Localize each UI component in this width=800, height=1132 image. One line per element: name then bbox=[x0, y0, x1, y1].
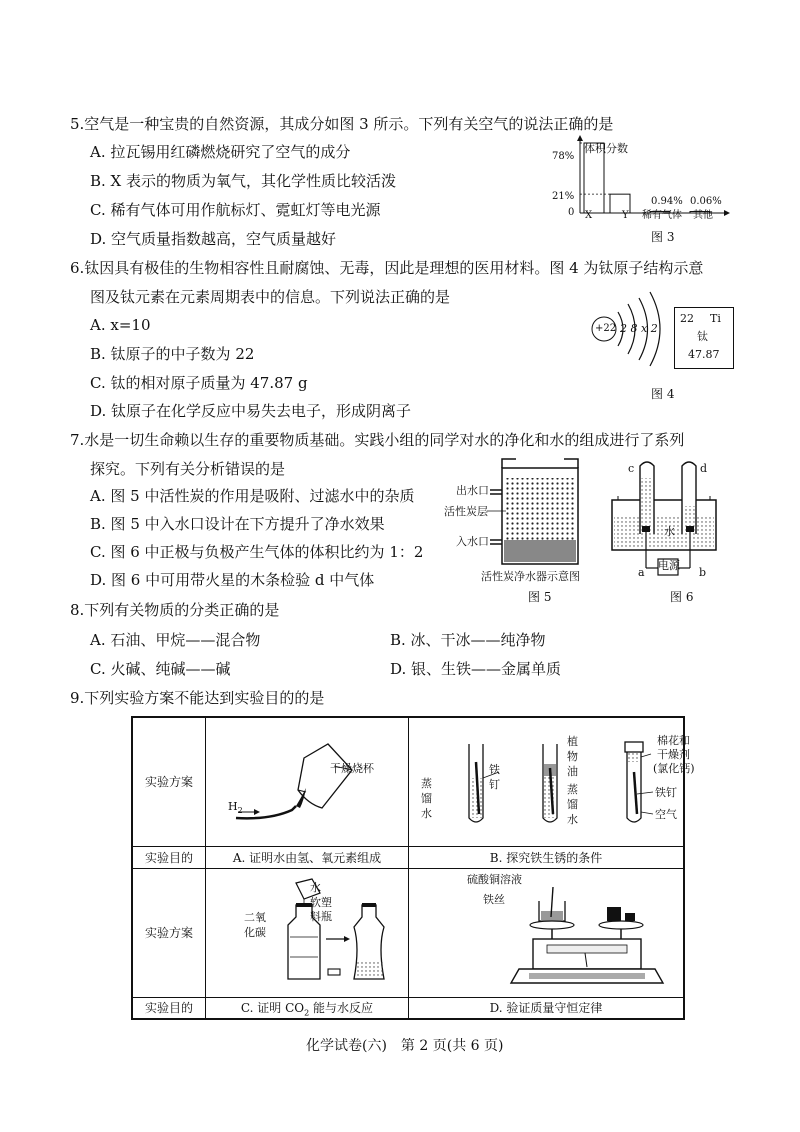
q7-stem-line2: 探究。下列有关分析错误的是 bbox=[90, 460, 286, 478]
fig3-xlabel-other: 其他 bbox=[693, 210, 713, 221]
fig3-xlabel-y: Y bbox=[622, 210, 629, 221]
q7-option-c[interactable]: C. 图 6 中正极与负极产生气体的体积比约为 1：2 bbox=[90, 543, 424, 561]
plan-a-cell[interactable] bbox=[206, 717, 409, 846]
plan-b-water-label-1: 蒸馏水 bbox=[421, 777, 432, 820]
goal-d[interactable]: D. 验证质量守恒定律 bbox=[409, 997, 685, 1019]
goal-a[interactable]: A. 证明水由氢、氧元素组成 bbox=[206, 846, 409, 868]
plan-b-cotton-label-2: 干燥剂 bbox=[657, 748, 690, 761]
plan-b-cotton-label-1: 棉花和 bbox=[657, 734, 690, 747]
plan-b-iron-rust-diagram bbox=[439, 732, 679, 842]
fig3-ylabel: 体积分数 bbox=[584, 142, 628, 155]
q8-option-c[interactable]: C. 火碱、纯碱——碱 bbox=[90, 660, 231, 678]
fig5-outlet-label: 出水口 bbox=[456, 484, 489, 497]
fig3-datalabel-other: 0.06% bbox=[690, 196, 722, 207]
goal-b[interactable]: B. 探究铁生锈的条件 bbox=[409, 846, 685, 868]
q5-option-c[interactable]: C. 稀有气体可用作航标灯、霓虹灯等电光源 bbox=[90, 201, 381, 219]
fig5-carbon-label: 活性炭层 bbox=[444, 505, 488, 518]
q5-option-b[interactable]: B. X 表示的物质为氧气，其化学性质比较活泼 bbox=[90, 172, 397, 190]
q5-stem: 5.空气是一种宝贵的自然资源，其成分如图 3 所示。下列有关空气的说法正确的是 bbox=[70, 115, 614, 133]
plan-c-bottle-label-2: 料瓶 bbox=[310, 909, 332, 923]
q6-stem-line1: 6.钛因具有极佳的生物相容性且耐腐蚀、无毒，因此是理想的医用材料。图 4 为钛原子结构示意 bbox=[70, 259, 704, 277]
fig4-electron-shells: 2 8 x 2 bbox=[620, 322, 658, 335]
q7-option-a[interactable]: A. 图 5 中活性炭的作用是吸附、过滤水中的杂质 bbox=[90, 487, 415, 505]
plan-c-cell[interactable] bbox=[206, 868, 409, 997]
q6-stem-line2: 图及钛元素在元素周期表中的信息。下列说法正确的是 bbox=[90, 288, 451, 306]
element-name: 钛 bbox=[697, 330, 708, 343]
plan-b-cell[interactable] bbox=[409, 717, 695, 846]
row-header-goal-1: 实验目的 bbox=[132, 846, 206, 868]
plan-d-wire-label: 铁丝 bbox=[483, 892, 505, 906]
q6-option-a[interactable]: A. x=10 bbox=[90, 316, 151, 334]
q8-option-d[interactable]: D. 银、生铁——金属单质 bbox=[390, 660, 562, 678]
fig4-nucleus-charge: +22 bbox=[595, 323, 617, 334]
q6-option-c[interactable]: C. 钛的相对原子质量为 47.87 g bbox=[90, 374, 308, 392]
plan-c-co2-label-2: 化碳 bbox=[244, 925, 266, 939]
fig5-title: 活性炭净水器示意图 bbox=[481, 570, 580, 583]
plan-b-water-label-2: 蒸馏水 bbox=[567, 783, 578, 826]
q5-option-a[interactable]: A. 拉瓦锡用红磷燃烧研究了空气的成分 bbox=[90, 143, 351, 161]
fig3-datalabel-rare-gas: 0.94% bbox=[651, 196, 683, 207]
fig5-inlet-label: 入水口 bbox=[456, 535, 489, 548]
row-header-plan-2: 实验方案 bbox=[132, 868, 206, 997]
plan-d-balance-diagram bbox=[499, 887, 679, 993]
fig6-label-d: d bbox=[700, 462, 708, 475]
fig3-xlabel-x: X bbox=[585, 210, 593, 221]
fig5-caption: 图 5 bbox=[528, 590, 552, 604]
fig3-caption: 图 3 bbox=[651, 230, 675, 244]
element-atomic-mass: 47.87 bbox=[688, 348, 720, 361]
row-header-goal-2: 实验目的 bbox=[132, 997, 206, 1019]
fig6-label-b: b bbox=[699, 566, 707, 579]
fig3-origin: 0 bbox=[568, 207, 575, 218]
plan-d-cell[interactable] bbox=[409, 868, 685, 997]
element-atomic-number: 22 bbox=[680, 312, 694, 325]
plan-b-nail-label-2: 铁钉 bbox=[655, 786, 677, 799]
plan-a-hydrogen-burning-diagram bbox=[226, 730, 406, 840]
plan-b-cotton-label-3: (氯化钙) bbox=[653, 762, 695, 775]
q8-option-a[interactable]: A. 石油、甲烷——混合物 bbox=[90, 631, 261, 649]
plan-c-co2-label-1: 二氧 bbox=[244, 910, 266, 924]
fig3-ytick-78: 78% bbox=[552, 151, 575, 162]
q9-stem: 9.下列实验方案不能达到实验目的的是 bbox=[70, 689, 325, 707]
plan-b-air-label: 空气 bbox=[655, 808, 677, 821]
q7-option-b[interactable]: B. 图 5 中入水口设计在下方提升了净水效果 bbox=[90, 515, 385, 533]
q7-stem-line1: 7.水是一切生命赖以生存的重要物质基础。实践小组的同学对水的净化和水的组成进行了系列 bbox=[70, 431, 685, 449]
fig4-caption: 图 4 bbox=[651, 387, 675, 401]
fig6-label-c: c bbox=[628, 462, 635, 475]
row-header-plan-1: 实验方案 bbox=[132, 717, 206, 846]
page-footer: 化学试卷(六) 第 2 页(共 6 页) bbox=[306, 1038, 504, 1054]
plan-a-h2-label: $H_2$ bbox=[228, 800, 243, 816]
plan-b-oil-label: 植物油 bbox=[567, 735, 578, 778]
plan-d-cuso4-label: 硫酸铜溶液 bbox=[467, 872, 522, 886]
fig3-xlabel-rare-gas: 稀有气体 bbox=[642, 210, 682, 221]
experiment-table bbox=[131, 716, 695, 1020]
fig6-label-a: a bbox=[638, 566, 645, 579]
fig6-water-label: 水 bbox=[664, 525, 675, 538]
q6-option-d[interactable]: D. 钛原子在化学反应中易失去电子，形成阴离子 bbox=[90, 402, 412, 420]
goal-c[interactable]: C. 证明 $CO_2$ 能与水反应 bbox=[206, 997, 409, 1019]
q5-option-d[interactable]: D. 空气质量指数越高，空气质量越好 bbox=[90, 230, 337, 248]
plan-b-nail-label-1: 铁钉 bbox=[489, 763, 500, 791]
q8-option-b[interactable]: B. 冰、干冰——纯净物 bbox=[390, 631, 546, 649]
q7-option-d[interactable]: D. 图 6 中可用带火星的木条检验 d 中气体 bbox=[90, 571, 375, 589]
element-symbol: Ti bbox=[710, 312, 721, 325]
fig6-caption: 图 6 bbox=[670, 590, 694, 604]
fig3-ytick-21: 21% bbox=[552, 191, 575, 202]
fig6-power-label: 电源 bbox=[658, 559, 680, 572]
plan-c-water-label: 水 bbox=[310, 880, 321, 894]
plan-a-beaker-label: 干燥烧杯 bbox=[330, 762, 374, 775]
plan-c-bottle-label-1: 软塑 bbox=[310, 895, 332, 909]
q6-option-b[interactable]: B. 钛原子的中子数为 22 bbox=[90, 345, 255, 363]
q8-stem: 8.下列有关物质的分类正确的是 bbox=[70, 601, 280, 619]
